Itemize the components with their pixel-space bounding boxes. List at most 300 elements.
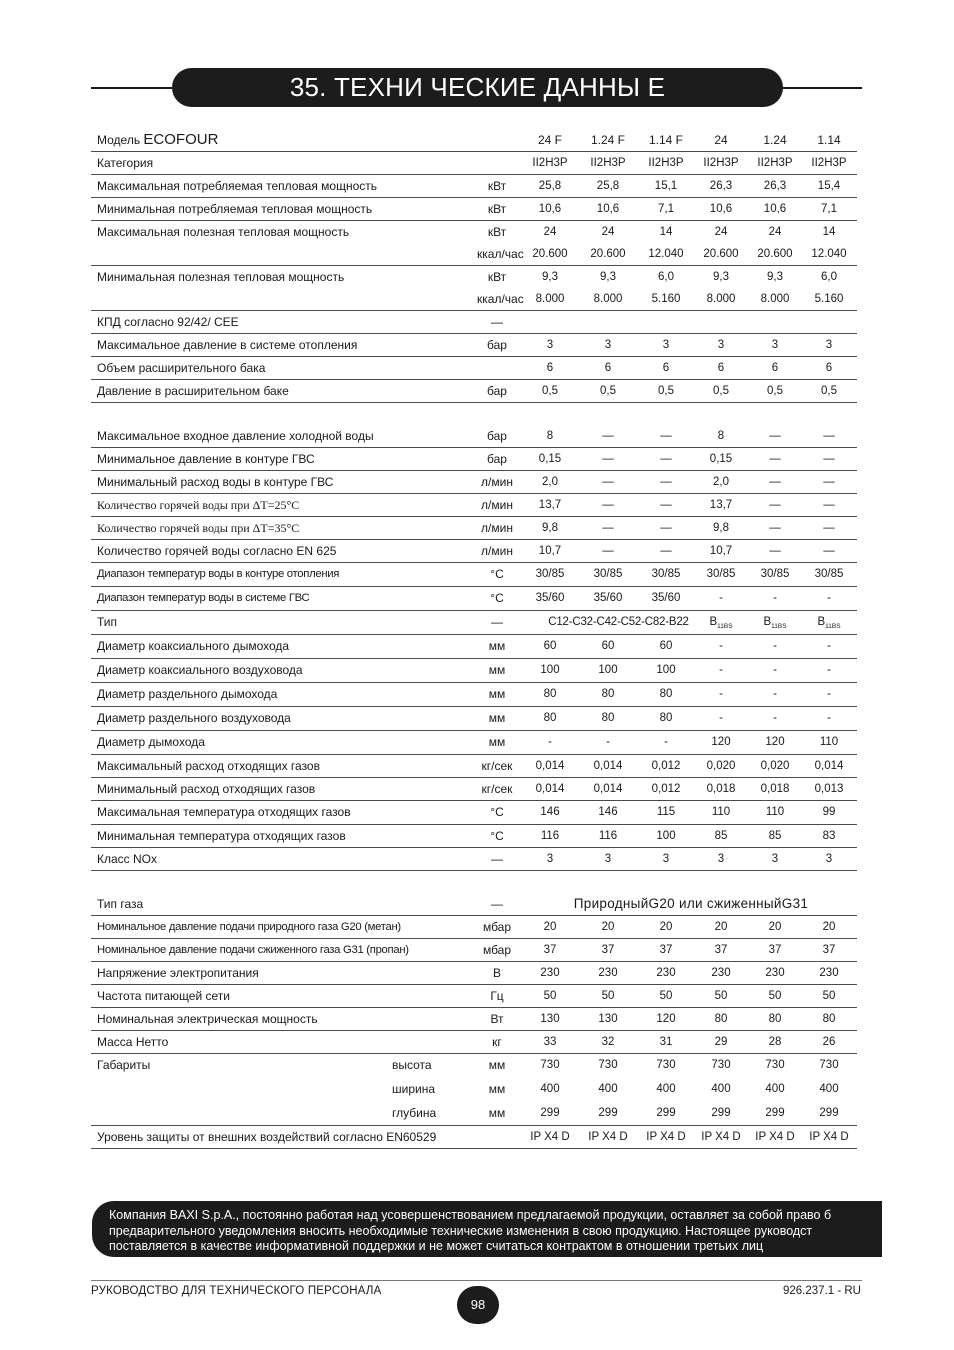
row-value: — — [823, 522, 835, 534]
row-value: 14 — [822, 226, 836, 238]
row-value: IP X4 D — [646, 1131, 686, 1143]
row-value: 3 — [604, 339, 612, 351]
row-value: — — [823, 453, 835, 465]
row-value: 7,1 — [821, 203, 837, 215]
row-value: 0,5 — [600, 385, 616, 397]
table-row — [91, 754, 857, 777]
row-label: Диаметр раздельного дымохода — [97, 687, 278, 701]
row-value: II2H3P — [811, 157, 847, 169]
row-unit: — — [491, 315, 503, 329]
row-label: Тип газа — [97, 897, 144, 911]
row-value: 13,7 — [538, 499, 562, 511]
row-unit: л/мин — [481, 544, 513, 558]
row-value: 3 — [717, 853, 725, 865]
row-value: 32 — [601, 1036, 615, 1048]
row-value: 20.600 — [703, 248, 739, 260]
table-body — [91, 151, 857, 1149]
row-value: 26 — [822, 1036, 836, 1048]
row-value: IP X4 D — [755, 1131, 795, 1143]
row-value: 730 — [540, 1059, 560, 1071]
row-value: 3 — [825, 853, 833, 865]
row-value: 120 — [656, 1013, 676, 1025]
row-value: 146 — [540, 806, 560, 818]
table-row — [91, 516, 857, 539]
row-value: 299 — [656, 1107, 676, 1119]
row-value: 0,020 — [706, 760, 736, 772]
table-row — [91, 243, 857, 265]
row-value: 100 — [598, 664, 618, 676]
row-value: 29 — [714, 1036, 728, 1048]
row-unit: ккал/час — [477, 247, 524, 261]
row-value: 6 — [604, 362, 612, 374]
row-sub-label: глубина — [392, 1106, 437, 1120]
row-value: II2H3P — [532, 157, 568, 169]
row-value: — — [769, 476, 781, 488]
row-value: 7,1 — [658, 203, 674, 215]
row-unit: л/мин — [481, 498, 513, 512]
footer-manual-title: РУКОВОДСТВО ДЛЯ ТЕХНИЧЕСКОГО ПЕРСОНАЛА — [91, 1285, 382, 1297]
row-label: Тип — [97, 615, 118, 629]
row-value: — — [660, 545, 672, 557]
table-row — [91, 562, 857, 586]
row-value: 0,012 — [651, 783, 681, 795]
row-value: — — [660, 453, 672, 465]
table-row — [91, 800, 857, 824]
row-value: 230 — [656, 967, 676, 979]
row-value: 20 — [543, 921, 557, 933]
model-name: ECOFOUR — [143, 131, 219, 148]
table-row — [91, 706, 857, 730]
row-value: 50 — [822, 990, 836, 1002]
row-value: 0,15 — [538, 453, 562, 465]
row-label: Категория — [97, 156, 154, 170]
row-value: 0,020 — [760, 760, 790, 772]
row-value: 299 — [819, 1107, 839, 1119]
row-label: Диаметр раздельного воздуховода — [97, 711, 291, 725]
row-value: - — [719, 712, 723, 724]
row-value: 3 — [771, 853, 779, 865]
table-header-row — [91, 129, 857, 151]
row-value: 3 — [717, 339, 725, 351]
row-value: 13,7 — [709, 499, 733, 511]
row-unit: л/мин — [481, 475, 513, 489]
row-value: 0,5 — [767, 385, 783, 397]
page-title: 35. ТЕХНИ ЧЕСКИЕ ДАННЫ Е — [172, 68, 783, 107]
row-value: 0,15 — [709, 453, 733, 465]
row-unit: — — [491, 615, 503, 629]
row-value: 0,014 — [593, 783, 623, 795]
row-value: - — [548, 736, 552, 748]
row-label: Номинальное давление подачи сжиженного газа G31 (пропан) — [97, 944, 409, 956]
row-value: 116 — [598, 830, 618, 842]
table-row — [91, 539, 857, 562]
row-unit: кВт — [487, 225, 507, 239]
row-value: — — [823, 476, 835, 488]
table-row — [91, 777, 857, 800]
row-value: 8.000 — [535, 293, 565, 305]
table-row — [91, 333, 857, 356]
row-unit: Гц — [490, 989, 504, 1003]
row-value: 0,5 — [658, 385, 674, 397]
row-value: — — [769, 499, 781, 511]
table-row — [91, 151, 857, 174]
row-value: 20 — [768, 921, 782, 933]
row-unit: °C — [490, 829, 504, 843]
row-value: 299 — [711, 1107, 731, 1119]
table-row — [91, 1007, 857, 1030]
row-label: Минимальная полезная тепловая мощность — [97, 270, 345, 284]
row-value: - — [664, 736, 668, 748]
row-value: 99 — [822, 806, 836, 818]
table-row — [91, 915, 857, 938]
row-value: — — [769, 522, 781, 534]
row-value: 0,012 — [651, 760, 681, 772]
row-value: — — [602, 499, 614, 511]
row-value: 60 — [543, 640, 557, 652]
row-value: 0,014 — [535, 760, 565, 772]
table-row — [91, 174, 857, 197]
row-value: 3 — [662, 853, 670, 865]
row-value: 3 — [546, 853, 554, 865]
row-value: 299 — [540, 1107, 560, 1119]
row-unit: бар — [487, 384, 507, 398]
row-value: 80 — [543, 712, 557, 724]
row-value: 120 — [711, 736, 731, 748]
row-value: 10,6 — [596, 203, 620, 215]
row-value: 299 — [765, 1107, 785, 1119]
row-value: 0,018 — [760, 783, 790, 795]
row-value: 100 — [656, 664, 676, 676]
row-value: - — [773, 664, 777, 676]
row-unit: мм — [488, 1082, 506, 1096]
row-unit: Вт — [490, 1012, 504, 1026]
row-value: 15,1 — [654, 180, 678, 192]
row-label: Максимальная потребляемая тепловая мощность — [97, 179, 378, 193]
column-header: 1.14 — [817, 133, 841, 147]
table-row — [91, 288, 857, 310]
table-row — [91, 379, 857, 403]
row-value: 50 — [714, 990, 728, 1002]
column-header: 1.24 F — [590, 133, 626, 147]
row-value: II2H3P — [703, 157, 739, 169]
table-row — [91, 847, 857, 871]
row-label: Масса Нетто — [97, 1035, 169, 1049]
row-value: 85 — [714, 830, 728, 842]
disclaimer-text: Компания BAXI S.p.A., постоянно работая над усовершенствованием предлагаемой продукции, оставляет за собой право б предварительного уведомления вносить необходимые технические изменения в свою продукцию. Настоящее руководст поставляется в качестве информативной поддержки и не может считаться контрактом в отношении третьих лиц — [109, 1208, 832, 1253]
row-unit: кВт — [487, 202, 507, 216]
row-value: 15,4 — [817, 180, 841, 192]
row-value: 20.600 — [532, 248, 568, 260]
table-row — [91, 984, 857, 1007]
row-label: Давление в расширительном баке — [97, 384, 289, 398]
row-value: — — [823, 499, 835, 511]
row-value: 37 — [543, 944, 557, 956]
row-value: 0,014 — [535, 783, 565, 795]
row-value: 100 — [540, 664, 560, 676]
row-unit: кг/сек — [481, 782, 513, 796]
row-value: - — [827, 664, 831, 676]
flue-type-b-value: $B_{11BS}$ — [709, 616, 733, 630]
row-value: 5.160 — [651, 293, 681, 305]
disclaimer-notice — [92, 1201, 882, 1257]
table-row — [91, 1125, 857, 1149]
row-value: 130 — [540, 1013, 560, 1025]
flue-type-value: C12-C32-C42-C52-C82-B22 — [548, 616, 689, 628]
table-row — [91, 197, 857, 220]
row-value: - — [827, 712, 831, 724]
row-unit: бар — [487, 429, 507, 443]
tech-data-table — [91, 129, 857, 1149]
row-value: — — [660, 476, 672, 488]
row-value: 50 — [768, 990, 782, 1002]
row-value: 730 — [656, 1059, 676, 1071]
row-unit: °C — [490, 591, 504, 605]
row-value: 80 — [543, 688, 557, 700]
row-value: — — [602, 545, 614, 557]
row-value: 28 — [768, 1036, 782, 1048]
row-unit: мм — [488, 663, 506, 677]
row-unit: мм — [488, 1058, 506, 1072]
row-label: Максимальный расход отходящих газов — [97, 759, 320, 773]
row-value: 230 — [540, 967, 560, 979]
row-label: Максимальное давление в системе отопления — [97, 338, 358, 352]
row-value: 30/85 — [814, 568, 844, 580]
row-value: — — [660, 499, 672, 511]
row-value: IP X4 D — [530, 1131, 570, 1143]
row-value: 10,7 — [538, 545, 562, 557]
row-value: 37 — [768, 944, 782, 956]
row-value: 730 — [819, 1059, 839, 1071]
row-value: 6,0 — [821, 271, 837, 283]
row-label: Напряжение электропитания — [97, 966, 259, 980]
row-value: 110 — [819, 736, 839, 748]
row-value: 30/85 — [535, 568, 565, 580]
row-value: IP X4 D — [588, 1131, 628, 1143]
footer-rule — [91, 1280, 862, 1281]
row-value: 10,6 — [709, 203, 733, 215]
row-unit: мм — [488, 711, 506, 725]
row-value: 116 — [540, 830, 560, 842]
row-value: 6,0 — [658, 271, 674, 283]
row-value: - — [719, 664, 723, 676]
row-value: 80 — [601, 688, 615, 700]
row-label: Диапазон температур воды в системе ГВС — [97, 592, 310, 604]
row-unit: мбар — [482, 920, 512, 934]
row-value: 9,3 — [600, 271, 616, 283]
column-header: 1.14 F — [648, 133, 684, 147]
flue-type-b-value: $B_{11BS}$ — [817, 616, 841, 630]
row-label: Класс NOx — [97, 852, 157, 866]
row-value: 35/60 — [535, 592, 565, 604]
table-row — [91, 447, 857, 470]
row-value: 3 — [771, 339, 779, 351]
row-value: 30/85 — [760, 568, 790, 580]
row-value: 2,0 — [713, 476, 729, 488]
row-value: 3 — [604, 853, 612, 865]
row-value: 8.000 — [760, 293, 790, 305]
row-value: 24 — [601, 226, 615, 238]
row-value: 400 — [598, 1083, 618, 1095]
row-value: 6 — [717, 362, 725, 374]
row-label: Минимальное давление в контуре ГВС — [97, 452, 315, 466]
row-value: 10,6 — [538, 203, 562, 215]
table-row — [91, 961, 857, 984]
row-value: 230 — [819, 967, 839, 979]
row-value: 0,014 — [814, 760, 844, 772]
row-value: — — [660, 430, 672, 442]
row-value: — — [660, 522, 672, 534]
row-value: 31 — [659, 1036, 673, 1048]
row-unit: °C — [490, 567, 504, 581]
row-label: Объем расширительного бака — [97, 361, 266, 375]
row-value: 20 — [601, 921, 615, 933]
row-value: - — [606, 736, 610, 748]
row-value: 20 — [659, 921, 673, 933]
row-value: 10,6 — [763, 203, 787, 215]
row-label: Диаметр коаксиального дымохода — [97, 639, 290, 653]
row-value: 0,5 — [821, 385, 837, 397]
row-value: 20 — [714, 921, 728, 933]
row-value: — — [602, 476, 614, 488]
row-value: 9,3 — [713, 271, 729, 283]
row-label: Диаметр дымохода — [97, 735, 205, 749]
row-value: — — [769, 545, 781, 557]
row-value: - — [773, 592, 777, 604]
row-value: 85 — [768, 830, 782, 842]
row-value: 299 — [598, 1107, 618, 1119]
row-value: 400 — [540, 1083, 560, 1095]
row-value: 120 — [765, 736, 785, 748]
row-value: 8 — [546, 430, 554, 442]
row-sub-label: ширина — [392, 1082, 436, 1096]
row-value: 6 — [546, 362, 554, 374]
table-row — [91, 1077, 857, 1101]
table-row — [91, 610, 857, 634]
row-value: 25,8 — [538, 180, 562, 192]
row-value: 20 — [822, 921, 836, 933]
row-unit: кг/сек — [481, 759, 513, 773]
row-value: 30/85 — [651, 568, 681, 580]
row-unit: ккал/час — [477, 292, 524, 306]
column-header: 24 F — [537, 133, 562, 147]
row-value: 80 — [768, 1013, 782, 1025]
row-label: Количество горячей воды согласно EN 625 — [97, 544, 337, 558]
row-value: 37 — [601, 944, 615, 956]
row-unit: мм — [488, 639, 506, 653]
table-row — [91, 658, 857, 682]
row-value: 3 — [825, 339, 833, 351]
row-value: 60 — [601, 640, 615, 652]
row-value: 230 — [711, 967, 731, 979]
row-value: — — [823, 545, 835, 557]
row-value: 30/85 — [593, 568, 623, 580]
row-value: 400 — [765, 1083, 785, 1095]
row-label: Минимальная потребляемая тепловая мощность — [97, 202, 373, 216]
row-value: IP X4 D — [809, 1131, 849, 1143]
row-value: 37 — [659, 944, 673, 956]
row-value: — — [823, 430, 835, 442]
gas-type-value: ПриродныйG20 или сжиженныйG31 — [573, 896, 809, 911]
row-unit: мм — [488, 1106, 506, 1120]
row-value: — — [602, 453, 614, 465]
row-label: Уровень защиты от внешних воздействий согласно EN60529 — [97, 1130, 437, 1144]
table-row — [91, 425, 857, 447]
table-row — [91, 220, 857, 243]
table-row — [91, 310, 857, 333]
table-row — [91, 493, 857, 516]
row-value: 2,0 — [542, 476, 558, 488]
row-value: 230 — [598, 967, 618, 979]
row-value: 0,014 — [593, 760, 623, 772]
row-value: 50 — [543, 990, 557, 1002]
row-value: - — [773, 688, 777, 700]
row-sub-label: высота — [392, 1058, 432, 1072]
row-value: 25,8 — [596, 180, 620, 192]
row-value: 10,7 — [709, 545, 733, 557]
table-row — [91, 634, 857, 658]
row-unit: мбар — [482, 943, 512, 957]
row-label: Номинальная электрическая мощность — [97, 1012, 318, 1026]
row-value: 26,3 — [709, 180, 733, 192]
row-unit: — — [491, 852, 503, 866]
row-unit: бар — [487, 338, 507, 352]
row-value: - — [827, 688, 831, 700]
row-value: 3 — [662, 339, 670, 351]
row-value: 8.000 — [593, 293, 623, 305]
row-value: 80 — [659, 712, 673, 724]
row-value: II2H3P — [757, 157, 793, 169]
row-value: 0,5 — [542, 385, 558, 397]
row-label: Максимальная полезная тепловая мощность — [97, 225, 350, 239]
row-label: Количество горячей воды при ΔT=35°C — [97, 521, 300, 535]
table-row — [91, 824, 857, 847]
row-label: Максимальное входное давление холодной воды — [97, 429, 374, 443]
row-unit: В — [492, 966, 501, 980]
row-value: 33 — [543, 1036, 557, 1048]
column-header: 24 — [714, 133, 728, 147]
row-value: - — [719, 640, 723, 652]
row-value: 35/60 — [593, 592, 623, 604]
flue-type-b-value: $B_{11BS}$ — [763, 616, 787, 630]
row-label: Количество горячей воды при ΔT=25°C — [97, 498, 300, 512]
row-label: Максимальная температура отходящих газов — [97, 805, 351, 819]
row-value: 730 — [765, 1059, 785, 1071]
row-value: 0,013 — [814, 783, 844, 795]
row-value: 12.040 — [811, 248, 847, 260]
header-rule-left — [91, 87, 181, 89]
row-value: II2H3P — [648, 157, 684, 169]
row-value: 83 — [822, 830, 836, 842]
row-label: Частота питающей сети — [97, 989, 230, 1003]
row-value: 24 — [714, 226, 728, 238]
row-value: 400 — [819, 1083, 839, 1095]
row-value: 0,5 — [713, 385, 729, 397]
row-value: 80 — [822, 1013, 836, 1025]
row-label: Минимальная температура отходящих газов — [97, 829, 346, 843]
row-value: - — [719, 688, 723, 700]
row-value: 50 — [601, 990, 615, 1002]
row-value: 9,3 — [767, 271, 783, 283]
row-value: 9,8 — [713, 522, 729, 534]
row-value: 20.600 — [757, 248, 793, 260]
table-row — [91, 730, 857, 754]
row-value: 5.160 — [814, 293, 844, 305]
table-row — [91, 682, 857, 706]
row-value: — — [602, 430, 614, 442]
row-unit: °C — [490, 805, 504, 819]
row-unit: мм — [488, 687, 506, 701]
row-label: Диапазон температур воды в контуре отопления — [97, 568, 340, 580]
